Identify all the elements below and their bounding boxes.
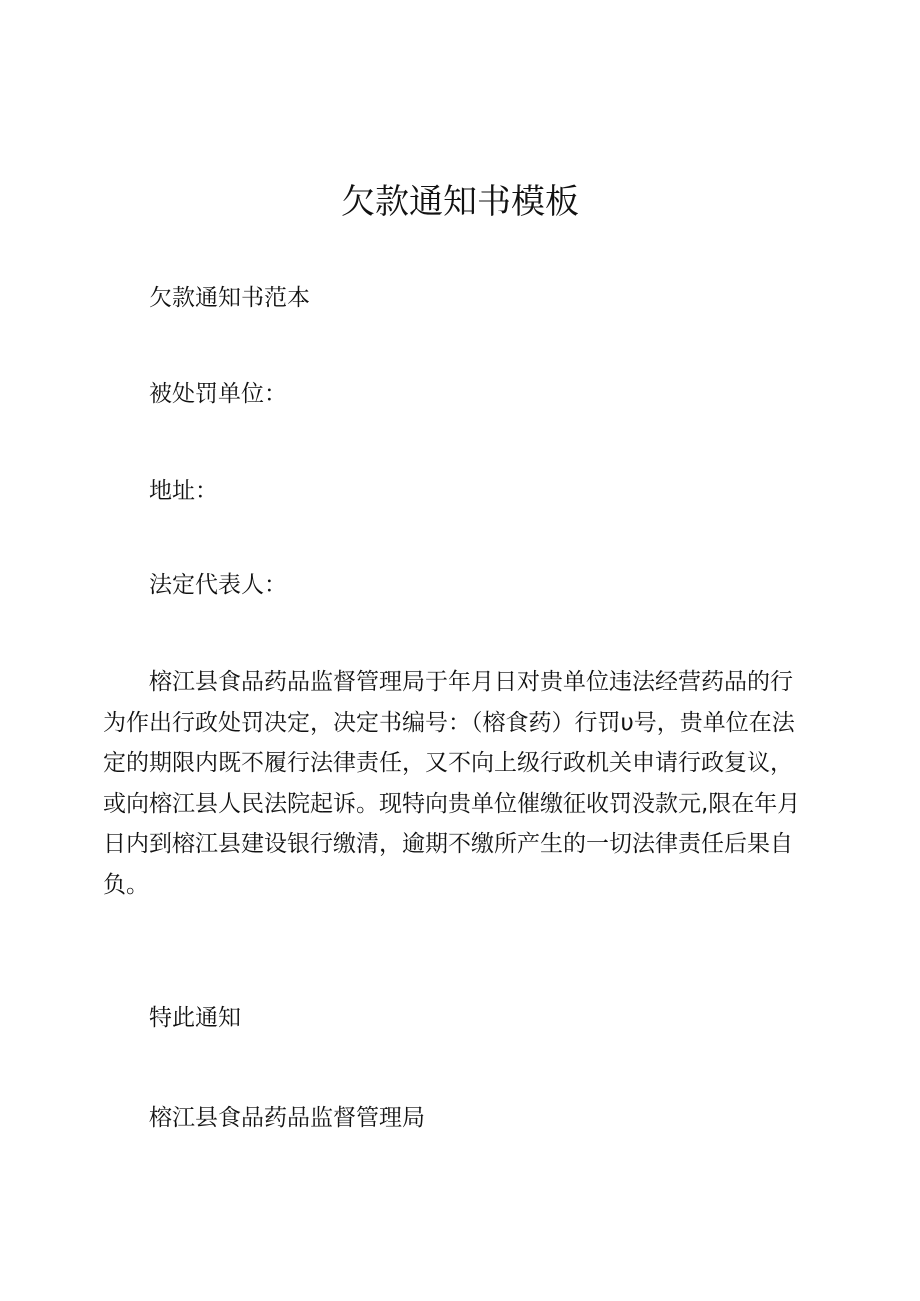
legal-representative-label: 法定代表人： bbox=[149, 572, 287, 598]
address-label: 地址： bbox=[149, 478, 218, 504]
closing-text: 特此通知 bbox=[149, 1005, 241, 1031]
body-paragraph: 榕江县食品药品监督管理局于年月日对贵单位违法经营药品的行为作出行政处罚决定，决定书编号：（榕食药）行罚υ号，贵单位在法定的期限内既不履行法律责任，又不向上级行政机关申请行政复议，或向榕江县人民法院起诉。现特向贵单位催缴征收罚没款元,限在年月日内到榕江县建设银行缴清，逾期不缴所产生的一切法律责任后果自负。 bbox=[103, 669, 801, 898]
signature-organization: 榕江县食品药品监督管理局 bbox=[149, 1105, 425, 1131]
document-title: 欠款通知书模板 bbox=[341, 182, 579, 222]
document-subtitle: 欠款通知书范本 bbox=[149, 285, 310, 311]
penalized-unit-label: 被处罚单位： bbox=[149, 381, 287, 407]
